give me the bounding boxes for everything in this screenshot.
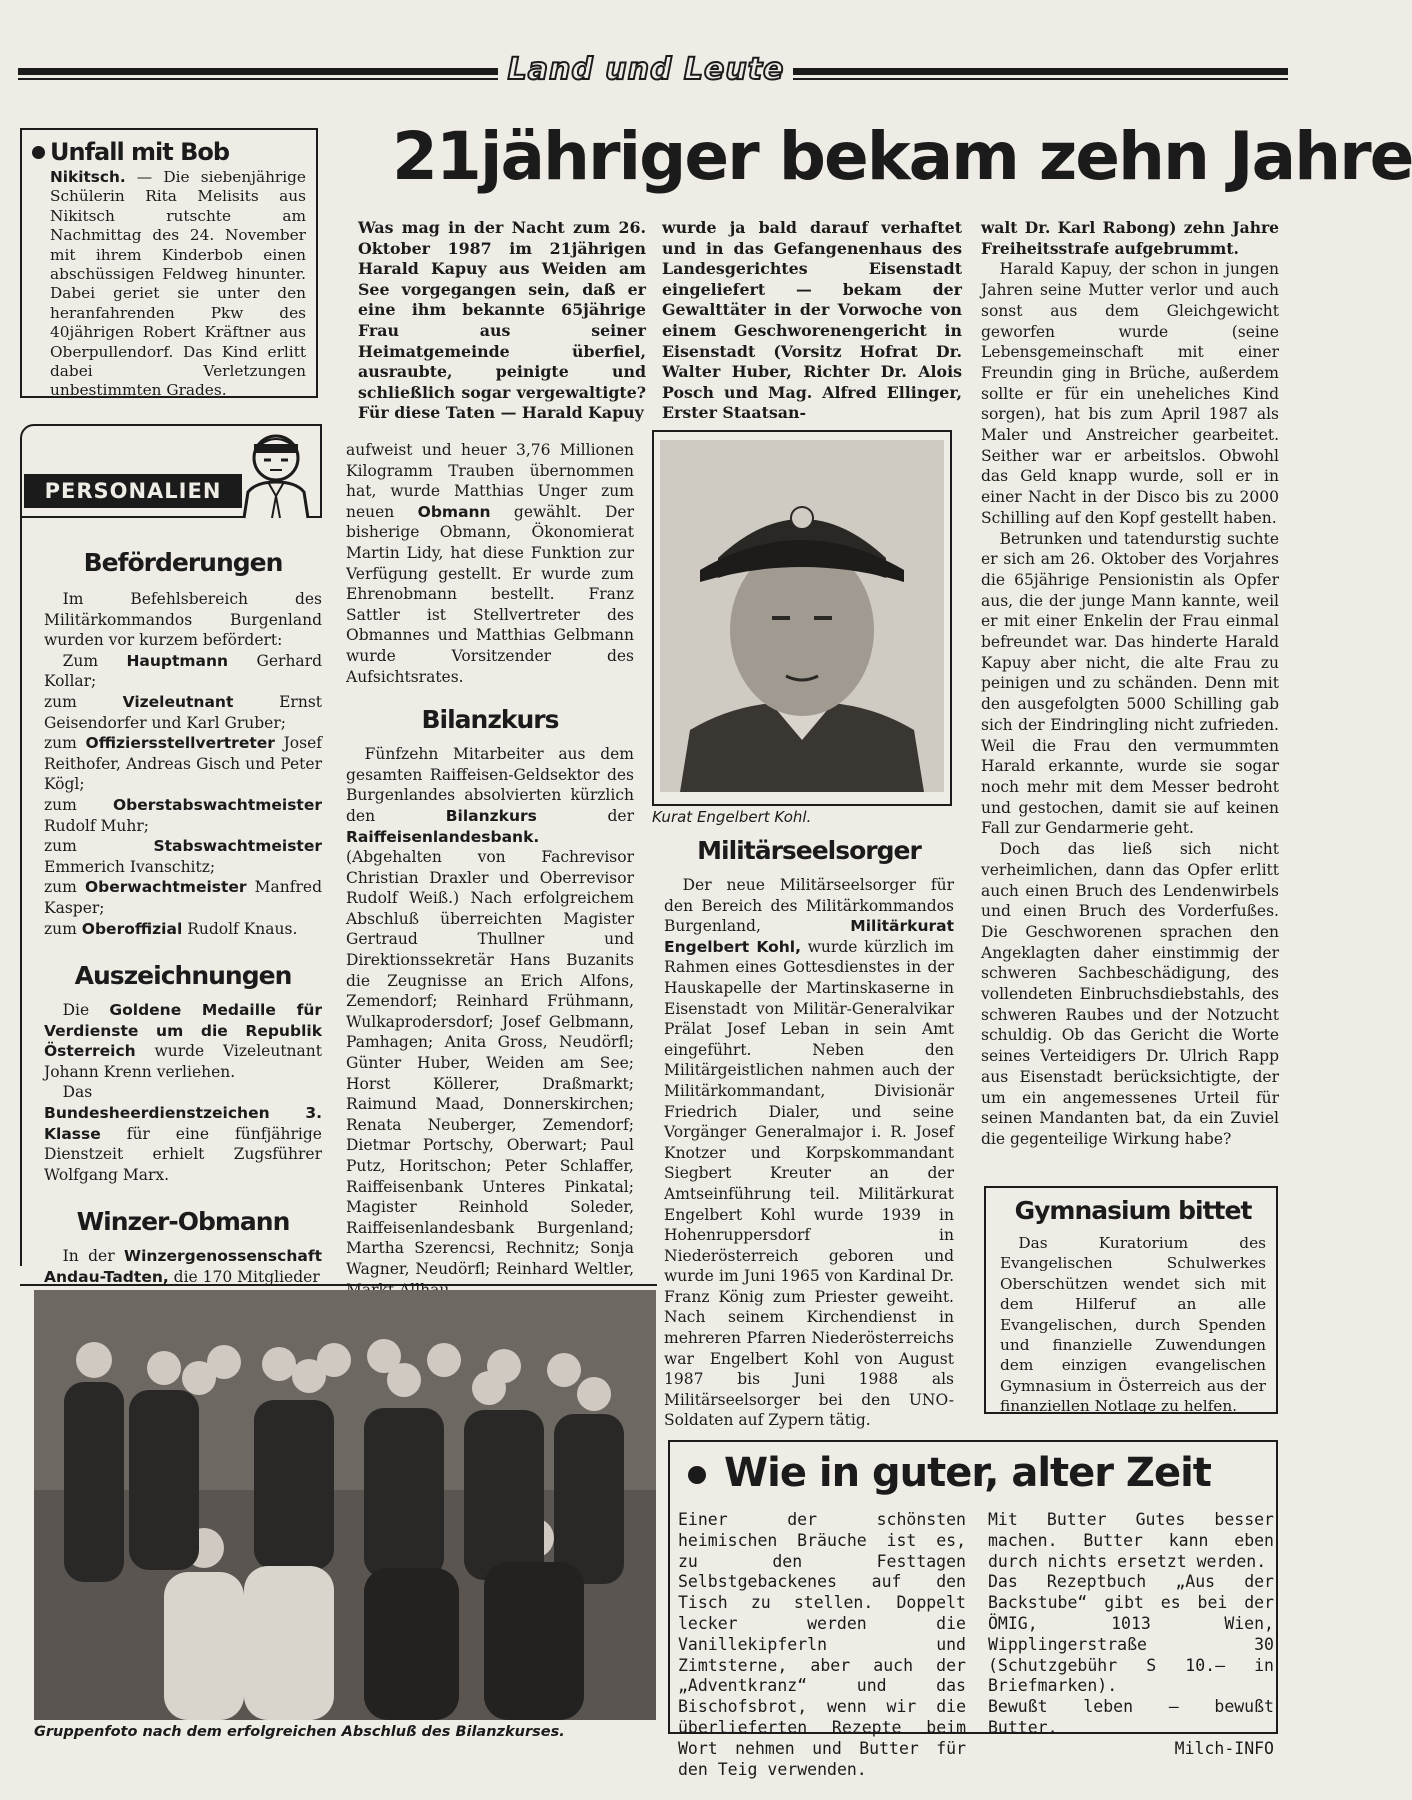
militaer-title: Militärseelsorger: [697, 836, 921, 865]
winzer-text-1: In der Winzergenossenschaft Andau-Tadten, die 170 Mitglieder: [44, 1247, 322, 1287]
section-title: Land und Leute: [507, 52, 785, 87]
promotion-3: zum Oberstabswachtmeister Rudolf Muhr;: [44, 795, 322, 835]
col-right-militaer: [664, 836, 954, 1431]
gymnasium-text: Das Kuratorium des Evangelischen Schulwerkes Oberschützen wendet sich mit dem Hilferuf an alle Evangelischen, durch Spenden und finanzielle Zuwendungen dem einzigen evangelischen Gymnasium in Österreich aus der finanziellen Notlage zu helfen.: [1000, 1234, 1266, 1416]
butter-sign: Milch-INFO: [1174, 1738, 1274, 1758]
group-photo: [34, 1290, 656, 1720]
bilanzkurs-text: Fünfzehn Mitarbeiter aus dem gesamten Raiffeisen-Geldsektor des Burgenlandes absolvierten kürzlich den Bilanzkurs der Raiffeisenlandesbank. (Abgehalten von Fachrevisor Christian Draxler und Oberrevisor Rudolf Weiß.) Nach erfolgreichem Abschluß überreichten Magister Gertraud Thullner und Direktionssekretär Hans Buzanits die Zeugnisse an Erich Alfons, Zemendorf; Reinhard Frühmann, Wulkaprodersdorf; Josef Gelbmann, Pamhagen; Anita Gross, Neudörfl; Günter Huber, Weiden am See; Horst Köllerer, Draßmarkt; Raimund Maad, Donnerskirchen; Renata Neuberger, Zemendorf; Dietmar Portschy, Oberwart; Paul Putz, Horitschon; Peter Schlaffer, Raiffeisenbank Unteres Pinkatal; Magister Reinhold Soleder, Raiffeisenlandesbank Burgenland; Martha Szerencsi, Rechnitz; Sonja Wagner, Neudörfl; Reinhard Weltler,: [346, 745, 634, 1278]
promotion-4: zum Stabswachtmeister Emmerich Ivanschitz;: [44, 837, 322, 876]
main-headline: 21jähriger bekam zehn Jahre: [392, 118, 1412, 195]
gymnasium-title: Gymnasium bittet: [1014, 1196, 1252, 1225]
winzer-title: Winzer-Obmann: [76, 1207, 290, 1237]
main-col3: [981, 218, 1279, 1150]
col-middle: [346, 440, 634, 1300]
promotion-5: zum Oberwachtmeister Manfred Kasper;: [44, 878, 322, 917]
portrait-caption: Kurat Engelbert Kohl.: [652, 808, 812, 826]
main-col3-lead: walt Dr. Karl Rabong) zehn Jahre Freiheitsstrafe aufgebrummt.: [981, 218, 1279, 258]
befoerderungen-text: Im Befehlsbereich des Militärkommandos Burgenland wurden vor kurzem befördert: Zum Hauptmann Gerhard Kollar; zum Vizeleutnant Ernst Geisendorfer und Karl Gruber; zum Offiziersstellvertreter Josef Reithofer, Andreas Gisch und Peter Kögl; zum Oberstabswachtmeister Rudolf Muhr; zum Stabswachtmeister Emmerich Ivanschitz; zum Oberwachtmeister Manfred Kasper; zum Oberoffizial Rudolf Knaus.: [44, 590, 323, 938]
group-photo-caption: Gruppenfoto nach dem erfolgreichen Abschluß des Bilanzkurses.: [34, 1724, 565, 1740]
col-left: [44, 548, 322, 1288]
promotion-2: zum Offiziersstellvertreter Josef Reithofer, Andreas Gisch und Peter Kögl;: [44, 734, 323, 794]
promotion-6: zum Oberoffizial Rudolf Knaus.: [44, 919, 298, 938]
unfall-title: Unfall mit Bob: [50, 138, 306, 166]
personalien-label: PERSONALIEN: [24, 474, 242, 508]
portrait-photo: [660, 440, 944, 792]
butter-col2: Mit Butter Gutes besser machen. Butter kann eben durch nichts ersetzt werden. Das Rezeptbuch „Aus der Backstube“ gibt es bei der ÖMIG, 1013 Wien, Wipplingerstraße 30 (Schutzgebühr S 10.— in Briefmarken). Bewußt leben — bewußt Butter. Milch-INFO: [988, 1510, 1274, 1758]
main-col2: wurde ja bald darauf verhaftet und in das Gefangenenhaus des Landesgerichtes Eisenstadt eingeliefert — bekam der Gewalttäter in der Vorwoche von einem Geschworenengericht in Eisenstadt (Vorsitz Hofrat Dr. Walter Huber, Richter Dr. Alois Posch und Mag. Alfred Ellinger, Erster Staatsan-: [662, 218, 962, 423]
bullet-icon: [688, 1466, 706, 1484]
militaer-text: Der neue Militärseelsorger für den Bereich des Militärkommandos Burgenland, Militärkurat Engelbert Kohl, wurde kürzlich im Rahmen eines Gottesdienstes in der Hauskapelle der Martinskaserne in Eisenstadt von Militär-Generalvikar Prälat Josef Leban in sein Amt eingeführt. Neben den Militärgeistlichen nahmen auch der Militärkommandant, Divisionär Friedrich Dialer, und seine Vorgänger Generalmajor i. R. Josef Knotzer und Korpskommandant Siegbert Kreuter an der Amtseinführung teil. Militärkurat Engelbert Kohl wurde 1939 in Hohenruppersdorf in Niederösterreich geboren und wurde im Juni 1965 von Kardinal Dr. Franz König zum Priester geweiht. Nach seinem Kirchendienst in mehreren Pfarren Niederösterreichs war Engelbert Kohl von August 1987 bis Juni 1988 als Militärseelsorger bei den UNO-Soldaten auf Zypern tätig.: [664, 876, 954, 1430]
unfall-place: Nikitsch.: [50, 168, 126, 186]
bilanzkurs-title: Bilanzkurs: [421, 705, 559, 735]
main-col3-p2: Betrunken und tatendurstig suchte er sich am 26. Oktober des Vorjahres die 65jährige Pensionistin als Opfer aus, die der junge Mann kannte, weil er mit einer Enkelin der Frau einmal befreundet war. Das hinderte Harald Kapuy aber nicht, die alte Frau zu peinigen und zu schänden. Denn mit den ausgefolgten 5000 Schilling gab sich der Eindringling nicht zufrieden. Weil die Frau den vermummten Harald erkannte, wurde sie sogar noch mehr mit dem Messer bedroht und gestochen, damit sie auf keinen Fall zur Gendarmerie geht.: [981, 529, 1279, 838]
promotion-1: zum Vizeleutnant Ernst Geisendorfer und Karl Gruber;: [44, 692, 322, 732]
promotion-0: Zum Hauptmann Gerhard Kollar;: [44, 651, 322, 691]
butter-col1: Einer der schönsten heimischen Bräuche ist es, zu den Festtagen Selbstgebackenes auf den Tisch zu stellen. Doppelt lecker werden die Vanillekipferln und Zimtsterne, aber auch der „Adventkranz“ und das Bischofsbrot, wenn wir die überlieferten Rezepte beim Wort nehmen und Butter für den Teig verwenden.: [678, 1510, 966, 1779]
main-col3-p3: Doch das ließ sich nicht verheimlichen, dann das Opfer erlitt auch einen Bruch des Lendenwirbels und einen Bruch des Vorderfußes. Die Geschworenen sprachen den Angeklagten daher einstimmig der schweren Sachbeschädigung, des vollendeten Einbruchsdiebstahls, des schweren Raubes und der Notzucht schuldig. Ob das Gericht die Worte seines Verteidigers Dr. Ulrich Rapp aus Eisenstadt berücksichtigte, der um ein angemessenes Urteil für seinen Mandanten bat, da ein Zuviel die gegenteilige Wirkung habe?: [981, 840, 1279, 1148]
auszeichnungen-text: Die Goldene Medaille für Verdienste um die Republik Österreich wurde Vizeleutnant Johann Krenn verliehen. Das Bundesheerdienstzeichen 3. Klasse für eine fünfjährige Dienstzeit erhielt Zugsführer Wolfgang Marx.: [44, 1001, 323, 1184]
butter-title: Wie in guter, alter Zeit: [712, 1448, 1211, 1498]
gymnasium-box: [984, 1186, 1278, 1414]
main-col1: Was mag in der Nacht zum 26. Oktober 1987 im 21jährigen Harald Kapuy aus Weiden am See vorgegangen sein, daß er eine ihm bekannte 65jährige Frau aus seiner Heimatgemeinde überfiel, ausraubte, peinigte und schließlich sogar vergewaltigte? Für diese Taten — Harald Kapuy: [358, 218, 646, 423]
winzer-text-2: aufweist und heuer 3,76 Millionen Kilogramm Trauben übernommen hat, wurde Matthias Unger zum neuen Obmann gewählt. Der bisherige Obmann, Ökonomierat Martin Lidy, hat diese Funktion zur Verfügung gestellt. Er wurde zum Ehrenobmann bestellt. Franz Sattler ist Stellvertreter des Obmannes und Matthias Gelbmann wurde Vorsitzender des Aufsichtsrates.: [346, 441, 634, 686]
befoerderungen-title: Beförderungen: [83, 548, 283, 577]
unfall-box: [20, 128, 318, 398]
person-icon: [236, 430, 316, 518]
main-col3-p1: Harald Kapuy, der schon in jungen Jahren seine Mutter verlor und auch sonst aus dem Gleichgewicht geworfen wurde (seine Lebensgemeinschaft mit einer Freundin ging in Brüche, außerdem sollte er für ein uneheliches Kind sorgen), hat bis zum April 1987 als Maler und Anstreicher gearbeitet. Seither war er arbeitslos. Obwohl das Geld knapp wurde, soll er in einer Nacht in der Disco bis zu 2000 Schilling auf den Kopf gestellt haben.: [981, 260, 1279, 527]
auszeichnungen-title: Auszeichnungen: [74, 961, 292, 991]
bullet-icon: [32, 146, 45, 159]
unfall-text: Nikitsch. — Die siebenjährige Schülerin Rita Melisits aus Nikitsch rutschte am Nachmittag des 24. November mit ihrem Kinderbob einen abschüssigen Feldweg hinunter. Dabei geriet sie unter den heranfahrenden Pkw des 40jährigen Robert Kräftner aus Oberpullendorf. Das Kind erlitt dabei Verletzungen unbestimmten Grades.: [50, 168, 306, 400]
